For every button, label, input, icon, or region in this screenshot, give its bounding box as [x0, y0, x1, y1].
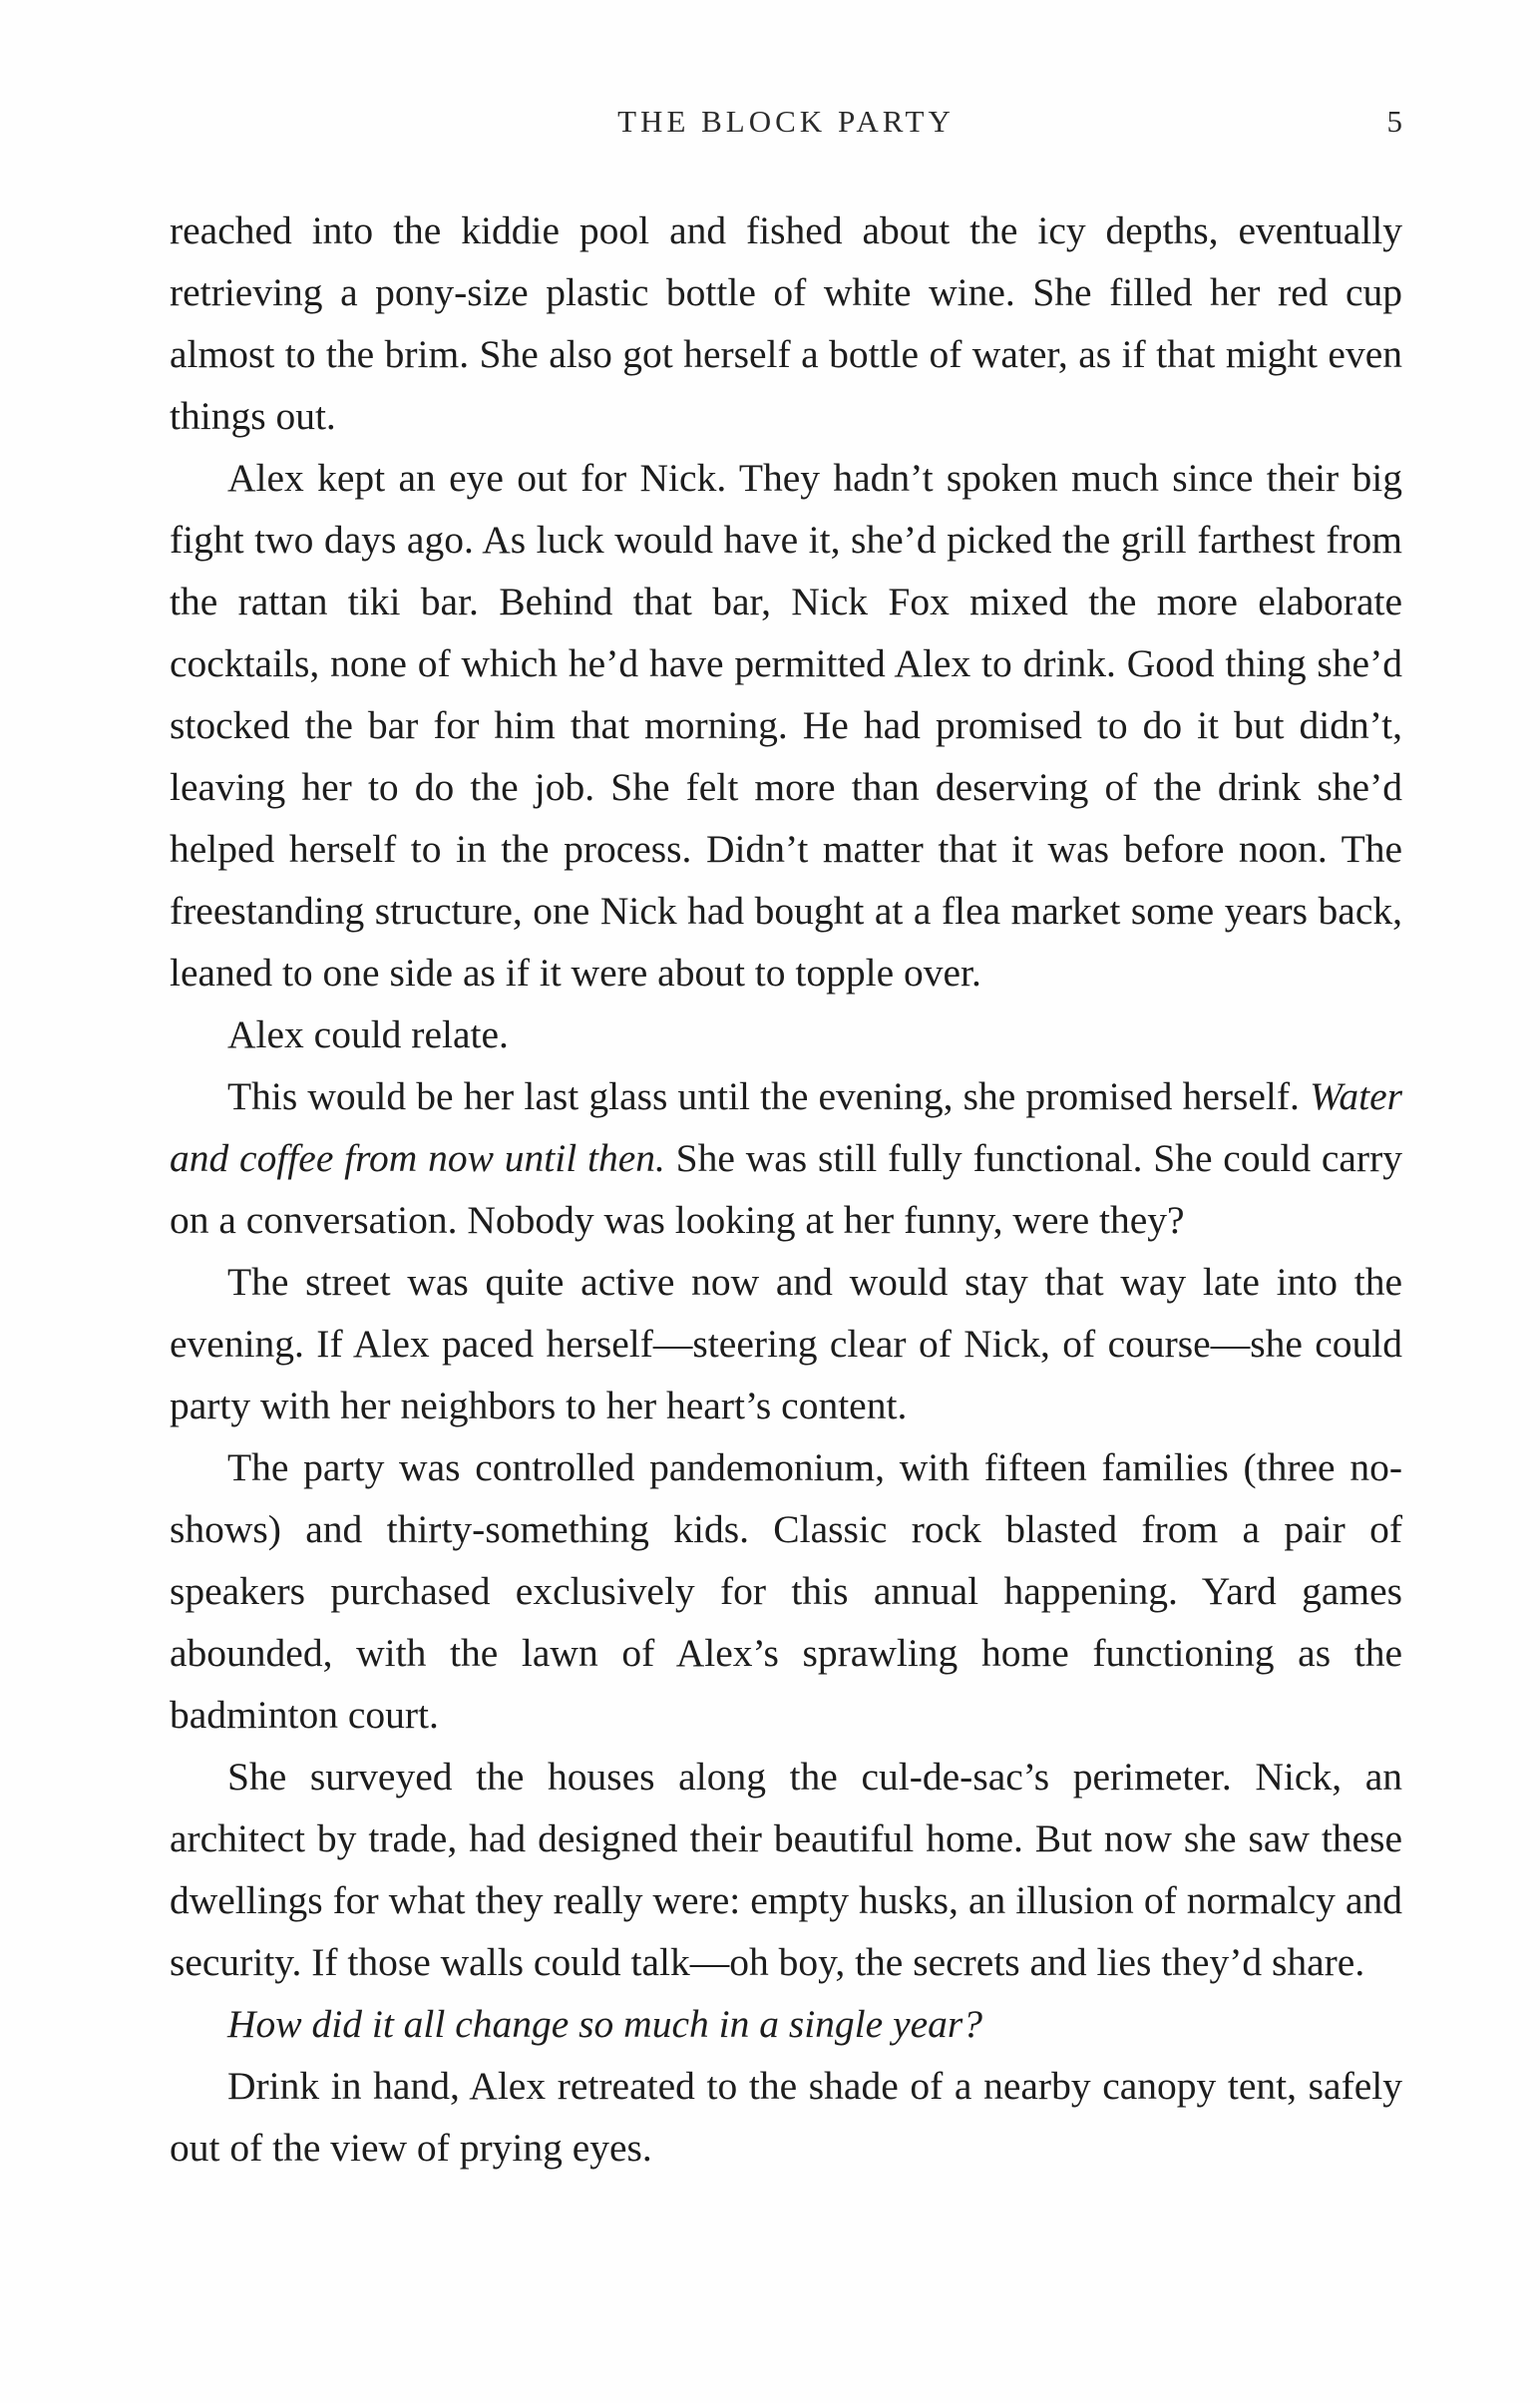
paragraph-1: reached into the kiddie pool and fished about the icy depths, eventually retrieving a pony-size plastic bottle of white wine. She filled her red cup almost to the brim. She also got herself a bottle of water, as if that might even things out. [170, 208, 1402, 438]
page-number: 5 [1386, 104, 1402, 139]
paragraph-8 [170, 1993, 1402, 2055]
paragraph-7: She surveyed the houses along the cul-de-sac’s perimeter. Nick, an architect by trade, had designed their beautiful home. But now she saw these dwellings for what they really were: empty husks, an illusion of normalcy and security. If those walls could talk—oh boy, the secrets and lies they’d share. [170, 1755, 1402, 1984]
paragraph-4-text-after: She was still fully functional. She could carry on a conversation. Nobody was looking at her funny, were they? [170, 1136, 1402, 1242]
running-head: THE BLOCK PARTY [617, 104, 955, 139]
paragraph-6: The party was controlled pandemonium, with fifteen families (three no-shows) and thirty-something kids. Classic rock blasted from a pair of speakers purchased exclusively for this annual happening. Yard games abounded, with the lawn of Alex’s sprawling home functioning as the badminton court. [170, 1445, 1402, 1737]
body-text [170, 200, 1402, 2179]
paragraph-4-italic: Water and coffee from now until then. [170, 1074, 1402, 1180]
paragraph-3: Alex could relate. [227, 1012, 509, 1056]
paragraph-4-text-before: This would be her last glass until the evening, she promised herself. [227, 1074, 1311, 1118]
paragraph-4 [170, 1065, 1402, 1251]
paragraph-5: The street was quite active now and would stay that way late into the evening. If Alex paced herself—steering clear of Nick, of course—she could party with her neighbors to her heart’s content. [170, 1260, 1402, 1427]
page-header [170, 104, 1402, 152]
paragraph-9: Drink in hand, Alex retreated to the shade of a nearby canopy tent, safely out of the view of prying eyes. [170, 2064, 1402, 2170]
paragraph-8-italic: How did it all change so much in a single year? [227, 2002, 982, 2046]
paragraph-2: Alex kept an eye out for Nick. They hadn’t spoken much since their big fight two days ago. As luck would have it, she’d picked the grill farthest from the rattan tiki bar. Behind that bar, Nick Fox mixed the more elaborate cocktails, none of which he’d have permitted Alex to drink. Good thing she’d stocked the bar for him that morning. He had promised to do it but didn’t, leaving her to do the job. She felt more than deserving of the drink she’d helped herself to in the process. Didn’t matter that it was before noon. The freestanding structure, one Nick had bought at a flea market some years back, leaned to one side as if it were about to topple over. [170, 456, 1402, 995]
